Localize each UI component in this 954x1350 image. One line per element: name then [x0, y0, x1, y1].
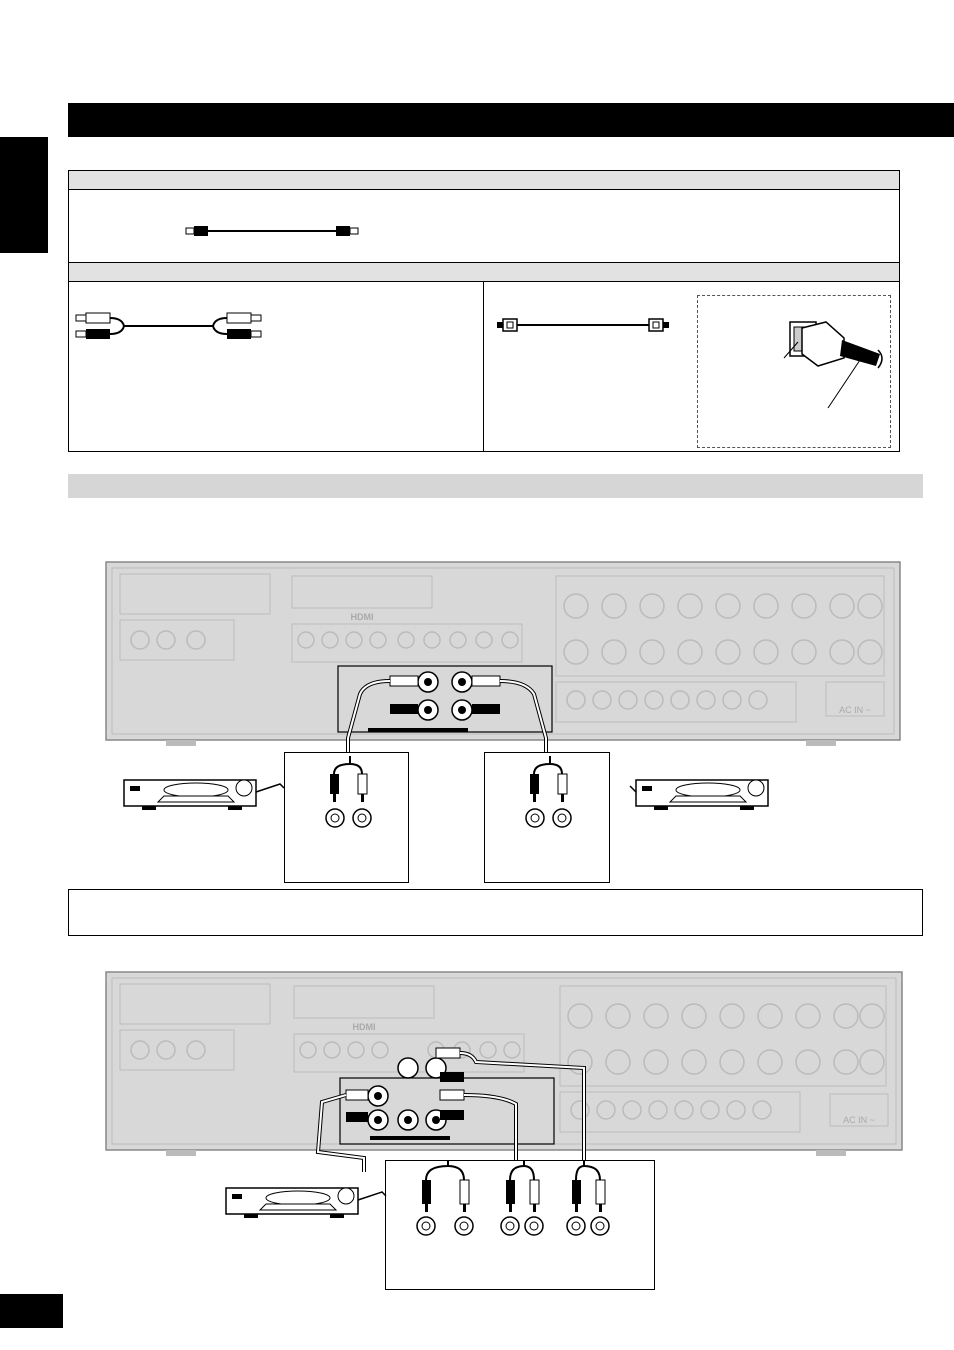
language-side-tab — [0, 137, 48, 253]
stereo-cable-icon — [76, 310, 261, 342]
stereo-cable-icon — [320, 756, 380, 828]
plug-icon — [780, 318, 890, 410]
stereo-cable-icon — [562, 1160, 622, 1240]
turntable-icon — [630, 774, 770, 814]
title-bar — [68, 103, 954, 137]
turntable-icon — [226, 1182, 386, 1222]
ac-in-text: AC IN ~ — [839, 705, 871, 715]
receiver-panel-icon — [106, 972, 902, 1156]
hdmi-logo-text: HDMI — [352, 1022, 376, 1032]
section-heading-bar — [68, 474, 923, 498]
receiver-panel-icon — [106, 562, 900, 746]
divider — [483, 281, 484, 451]
cable-band-top — [69, 171, 899, 190]
stereo-cable-icon — [520, 756, 580, 828]
page-number-tab — [0, 1294, 63, 1328]
note-box — [68, 889, 923, 936]
rca-cable-icon — [186, 224, 368, 238]
cable-band-middle — [69, 263, 899, 282]
stereo-cable-icon — [408, 1160, 488, 1240]
stereo-cable-icon — [496, 1160, 556, 1240]
hdmi-logo-text: HDMI — [350, 612, 374, 622]
optical-cable-icon — [497, 318, 669, 332]
turntable-icon — [124, 774, 284, 814]
ac-in-text: AC IN ~ — [843, 1115, 875, 1125]
